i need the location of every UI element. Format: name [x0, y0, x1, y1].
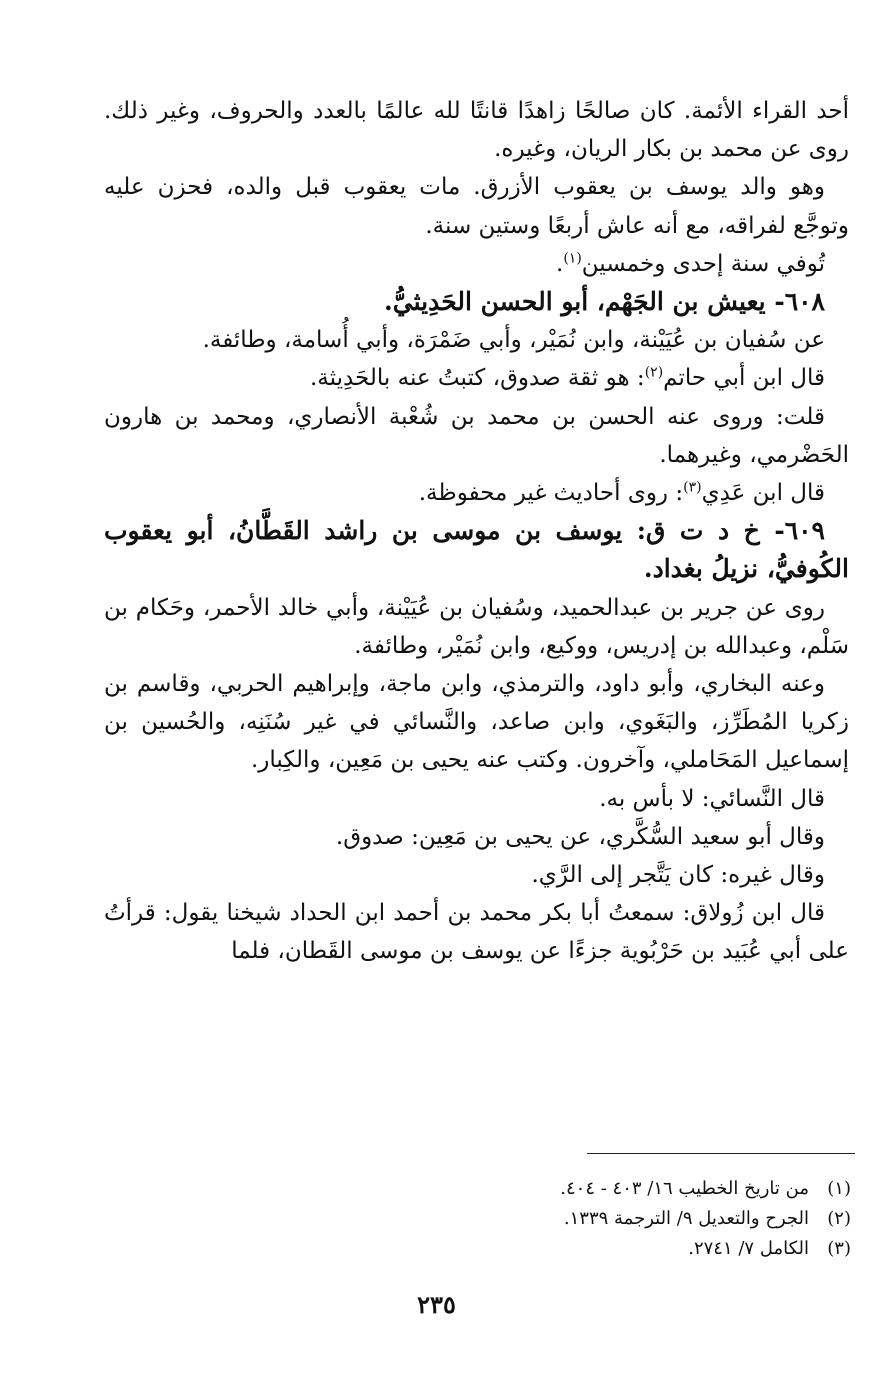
- footnote-number: (٢): [827, 1208, 851, 1229]
- paragraph-yaish-teachers: عن سُفيان بن عُيَيْنة، وابن نُمَيْر، وأبي ضَمْرَة، وأبي أُسامة، وطائفة.: [202, 327, 825, 354]
- paragraph-yaqub-intro: أحد القراء الأئمة. كان صالحًا زاهدًا قانتًا لله عالمًا بالعدد والحروف، وغير ذلك. روى عن محمد بن بكار الريان، وغيره.: [104, 98, 849, 163]
- paragraph-text-after: .: [556, 250, 564, 277]
- paragraph-yusuf-students: وعنه البخاري، وأبو داود، والترمذي، وابن ماجة، وإبراهيم الحربي، وقاسم بن زكريا المُطَرِّز، والبَغَوي، وابن صاعد، والنَّسائي في غير سُنَنِه، والحُسين بن إسماعيل المَحَاملي، وآخرون. وكتب عنه يحيى بن مَعِين، والكِبار.: [104, 671, 849, 774]
- footnote-marker-3: (٣): [683, 479, 702, 496]
- footnote-text: الكامل ٧/ ٢٧٤١.: [688, 1238, 809, 1259]
- footnote-text: الجرح والتعديل ٩/ الترجمة ١٣٣٩.: [563, 1208, 809, 1229]
- paragraph-text-after: : هو ثقة صدوق، كتبتُ عنه بالحَدِيثة.: [309, 365, 645, 392]
- footnote-1: [104, 1174, 851, 1204]
- paragraph-ibn-zulaq: قال ابن زُولاق: سمعتُ أبا بكر محمد بن أحمد ابن الحداد شيخنا يقول: قرأتُ على أبي عُبَيد بن حَرْبُوية جزءًا عن يوسف بن موسى القَطان، فلما: [104, 900, 849, 965]
- footnote-number: (١): [827, 1178, 851, 1199]
- page-number: ٢٣٥: [417, 1290, 456, 1319]
- paragraph-text: قال ابن أبي حاتم: [663, 365, 825, 392]
- paragraph-yusuf-teachers: روى عن جرير بن عبدالحميد، وسُفيان بن عُيَيْنة، وأبي خالد الأحمر، وحَكام بن سَلْم، وعبدالله بن إدريس، ووكيع، وابن نُمَيْر، وطائفة.: [104, 594, 849, 659]
- paragraph-nasai: قال النَّسائي: لا بأس به.: [599, 785, 825, 812]
- paragraph-text: تُوفي سنة إحدى وخمسين: [581, 250, 825, 277]
- paragraph-sukkari: وقال أبو سعيد السُّكَّري، عن يحيى بن مَعِين: صدوق.: [335, 823, 825, 850]
- footnote-text: من تاريخ الخطيب ١٦/ ٤٠٣ - ٤٠٤.: [560, 1178, 809, 1199]
- entry-heading-608: ٦٠٨- يعيش بن الجَهْم، أبو الحسن الحَدِيثيُّ.: [384, 287, 825, 317]
- footnote-3: [104, 1234, 851, 1264]
- footnotes: [104, 1174, 851, 1264]
- paragraph-yaish-narrators: قلت: وروى عنه الحسن بن محمد بن شُعْبة الأنصاري، ومحمد بن هارون الحَضْرمي، وغيرهما.: [104, 403, 849, 468]
- paragraph-text-after: : روى أحاديث غير محفوظة.: [418, 480, 684, 507]
- paragraph-yaish-abi-hatim: [104, 359, 849, 397]
- main-text: [104, 92, 849, 971]
- footnote-2: [104, 1204, 851, 1234]
- paragraph-yaqub-death: [104, 245, 849, 283]
- paragraph-yaish-ibn-adi: [104, 474, 849, 512]
- footnote-number: (٣): [827, 1238, 851, 1259]
- footnote-divider: [587, 1153, 855, 1154]
- paragraph-text: قال ابن عَدِي: [701, 480, 825, 507]
- entry-heading-609: ٦٠٩- خ د ت ق: يوسف بن موسى بن راشد القَطَّانُ، أبو يعقوب الكُوفيُّ، نزيلُ بغداد.: [104, 516, 849, 584]
- footnote-marker-1: (١): [563, 250, 582, 267]
- paragraph-others: وقال غيره: كان يَتَّجر إلى الرَّي.: [531, 862, 825, 889]
- footnote-marker-2: (٢): [644, 364, 664, 381]
- paragraph-yaqub-son: وهو والد يوسف بن يعقوب الأزرق. مات يعقوب قبل والده، فحزن عليه وتوجَّع لفراقه، مع أنه عاش أربعًا وستين سنة.: [104, 174, 849, 239]
